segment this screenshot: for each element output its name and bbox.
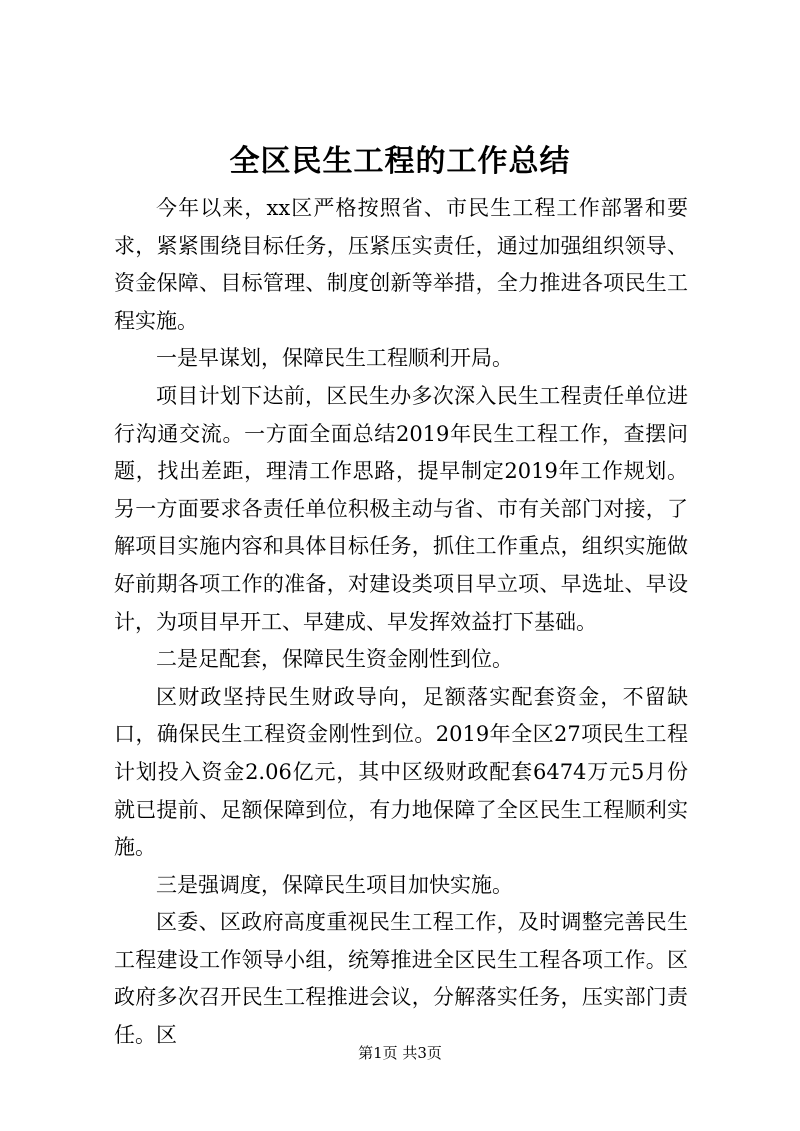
paragraph-scheduling: 区委、区政府高度重视民生工程工作，及时调整完善民生工程建设工作领导小组，统筹推进全区民生工程各项工作。区政府多次召开民生工程推进会议，分解落实任务，压实部门责任。区 [114,910,688,1048]
section-heading-2: 二是足配套，保障民生资金刚性到位。 [156,647,513,672]
paragraph-planning: 项目计划下达前，区民生办多次深入民生工程责任单位进行沟通交流。一方面全面总结2019年民生工程工作，查摆问题，找出差距，理清工作思路，提早制定2019年工作规划。另一方面要求各责任单位积极主动与省、市有关部门对接，了解项目实施内容和具体目标任务，抓住工作重点，组织实施做好前期各项工作的准备，对建设类项目早立项、早选址、早设计，为项目早开工、早建成、早发挥效益打下基础。 [114,383,688,634]
section-heading-3: 三是强调度，保障民生项目加快实施。 [156,872,513,897]
page-footer: 第1页 共3页 [358,1044,442,1062]
document-body [114,190,688,1055]
paragraph-intro: 今年以来，xx区严格按照省、市民生工程工作部署和要求，紧紧围绕目标任务，压紧压实责任，通过加强组织领导、资金保障、目标管理、制度创新等举措，全力推进各项民生工程实施。 [114,196,688,333]
paragraph-funding: 区财政坚持民生财政导向，足额落实配套资金，不留缺口，确保民生工程资金刚性到位。2019年全区27项民生工程计划投入资金2.06亿元，其中区级财政配套6474万元5月份就已提前、足额保障到位，有力地保障了全区民生工程顺利实施。 [114,684,688,860]
section-heading-1: 一是早谋划，保障民生工程顺利开局。 [156,346,513,371]
document-title: 全区民生工程的工作总结 [229,144,571,179]
